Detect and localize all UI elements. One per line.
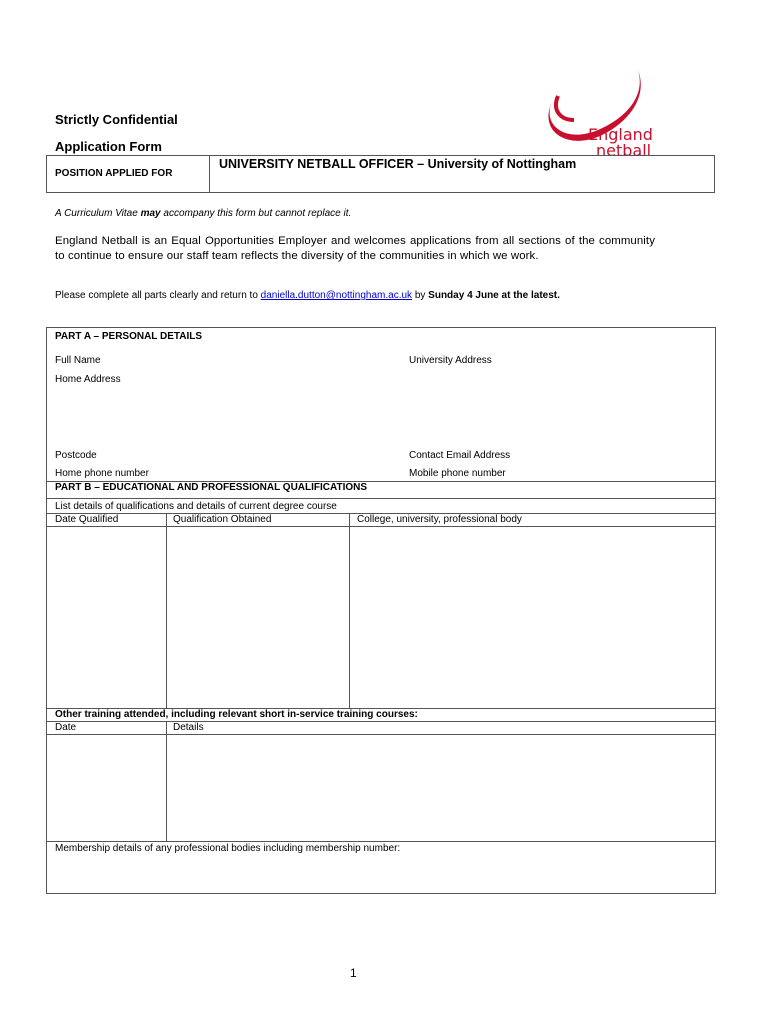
cv-note: [55, 208, 351, 219]
col-qualification-obtained: Qualification Obtained: [173, 514, 272, 525]
application-form-table: [46, 327, 716, 894]
england-netball-logo: [538, 66, 674, 158]
home-phone-field[interactable]: Home phone number: [55, 468, 149, 479]
col-date-qualified: Date Qualified: [55, 514, 119, 525]
cv-note-start: A Curriculum Vitae: [55, 208, 141, 219]
qual-date-input-area[interactable]: [47, 527, 166, 707]
deadline-text: Sunday 4 June at the latest.: [428, 290, 560, 301]
return-instructions-start: Please complete all parts clearly and return to: [55, 290, 261, 301]
training-details-input-area[interactable]: [167, 735, 716, 840]
mobile-phone-field[interactable]: Mobile phone number: [409, 468, 506, 479]
qual-obtained-input-area[interactable]: [167, 527, 349, 707]
return-instructions: [55, 290, 560, 301]
logo-text-england: England: [588, 125, 653, 144]
page-number: 1: [350, 966, 357, 980]
postcode-field[interactable]: Postcode: [55, 450, 97, 461]
qual-college-input-area[interactable]: [350, 527, 716, 707]
position-label: POSITION APPLIED FOR: [55, 168, 173, 179]
university-address-field[interactable]: University Address: [409, 355, 492, 366]
form-title: Application Form: [55, 139, 162, 154]
logo-text-netball: netball: [596, 141, 652, 158]
part-b-title-line: [47, 498, 715, 499]
contact-email-field[interactable]: Contact Email Address: [409, 450, 511, 461]
training-heading-line: [47, 721, 715, 722]
col-college-body: College, university, professional body: [357, 514, 522, 525]
training-bottom-line: [47, 841, 715, 842]
full-name-field[interactable]: Full Name: [55, 355, 101, 366]
cv-note-emphasis: may: [140, 208, 161, 219]
position-applied-box: [46, 155, 715, 193]
return-instructions-mid: by: [412, 290, 429, 301]
cv-note-end: accompany this form but cannot replace it.: [160, 208, 352, 219]
position-divider: [209, 156, 210, 192]
contact-email-link[interactable]: daniella.dutton@nottingham.ac.uk: [260, 290, 413, 301]
home-address-field[interactable]: Home Address: [55, 374, 121, 385]
part-a-title: PART A – PERSONAL DETAILS: [55, 331, 203, 342]
confidential-heading: Strictly Confidential: [55, 112, 178, 127]
membership-field[interactable]: Membership details of any professional bodies including membership number:: [55, 843, 401, 854]
list-details-instruction: List details of qualifications and details of current degree course: [55, 501, 337, 512]
equal-opportunities-statement: England Netball is an Equal Opportunities Employer and welcomes applications from all sections of the community to continue to ensure our staff team reflects the diversity of the communities in which we work.: [55, 235, 655, 262]
part-b-title: PART B – EDUCATIONAL AND PROFESSIONAL QUALIFICATIONS: [55, 482, 368, 493]
col-training-details: Details: [173, 722, 204, 733]
training-date-input-area[interactable]: [47, 735, 166, 840]
col-training-date: Date: [55, 722, 77, 733]
other-training-heading: Other training attended, including relevant short in-service training courses:: [55, 709, 418, 720]
position-value: UNIVERSITY NETBALL OFFICER – University of Nottingham: [219, 157, 577, 171]
